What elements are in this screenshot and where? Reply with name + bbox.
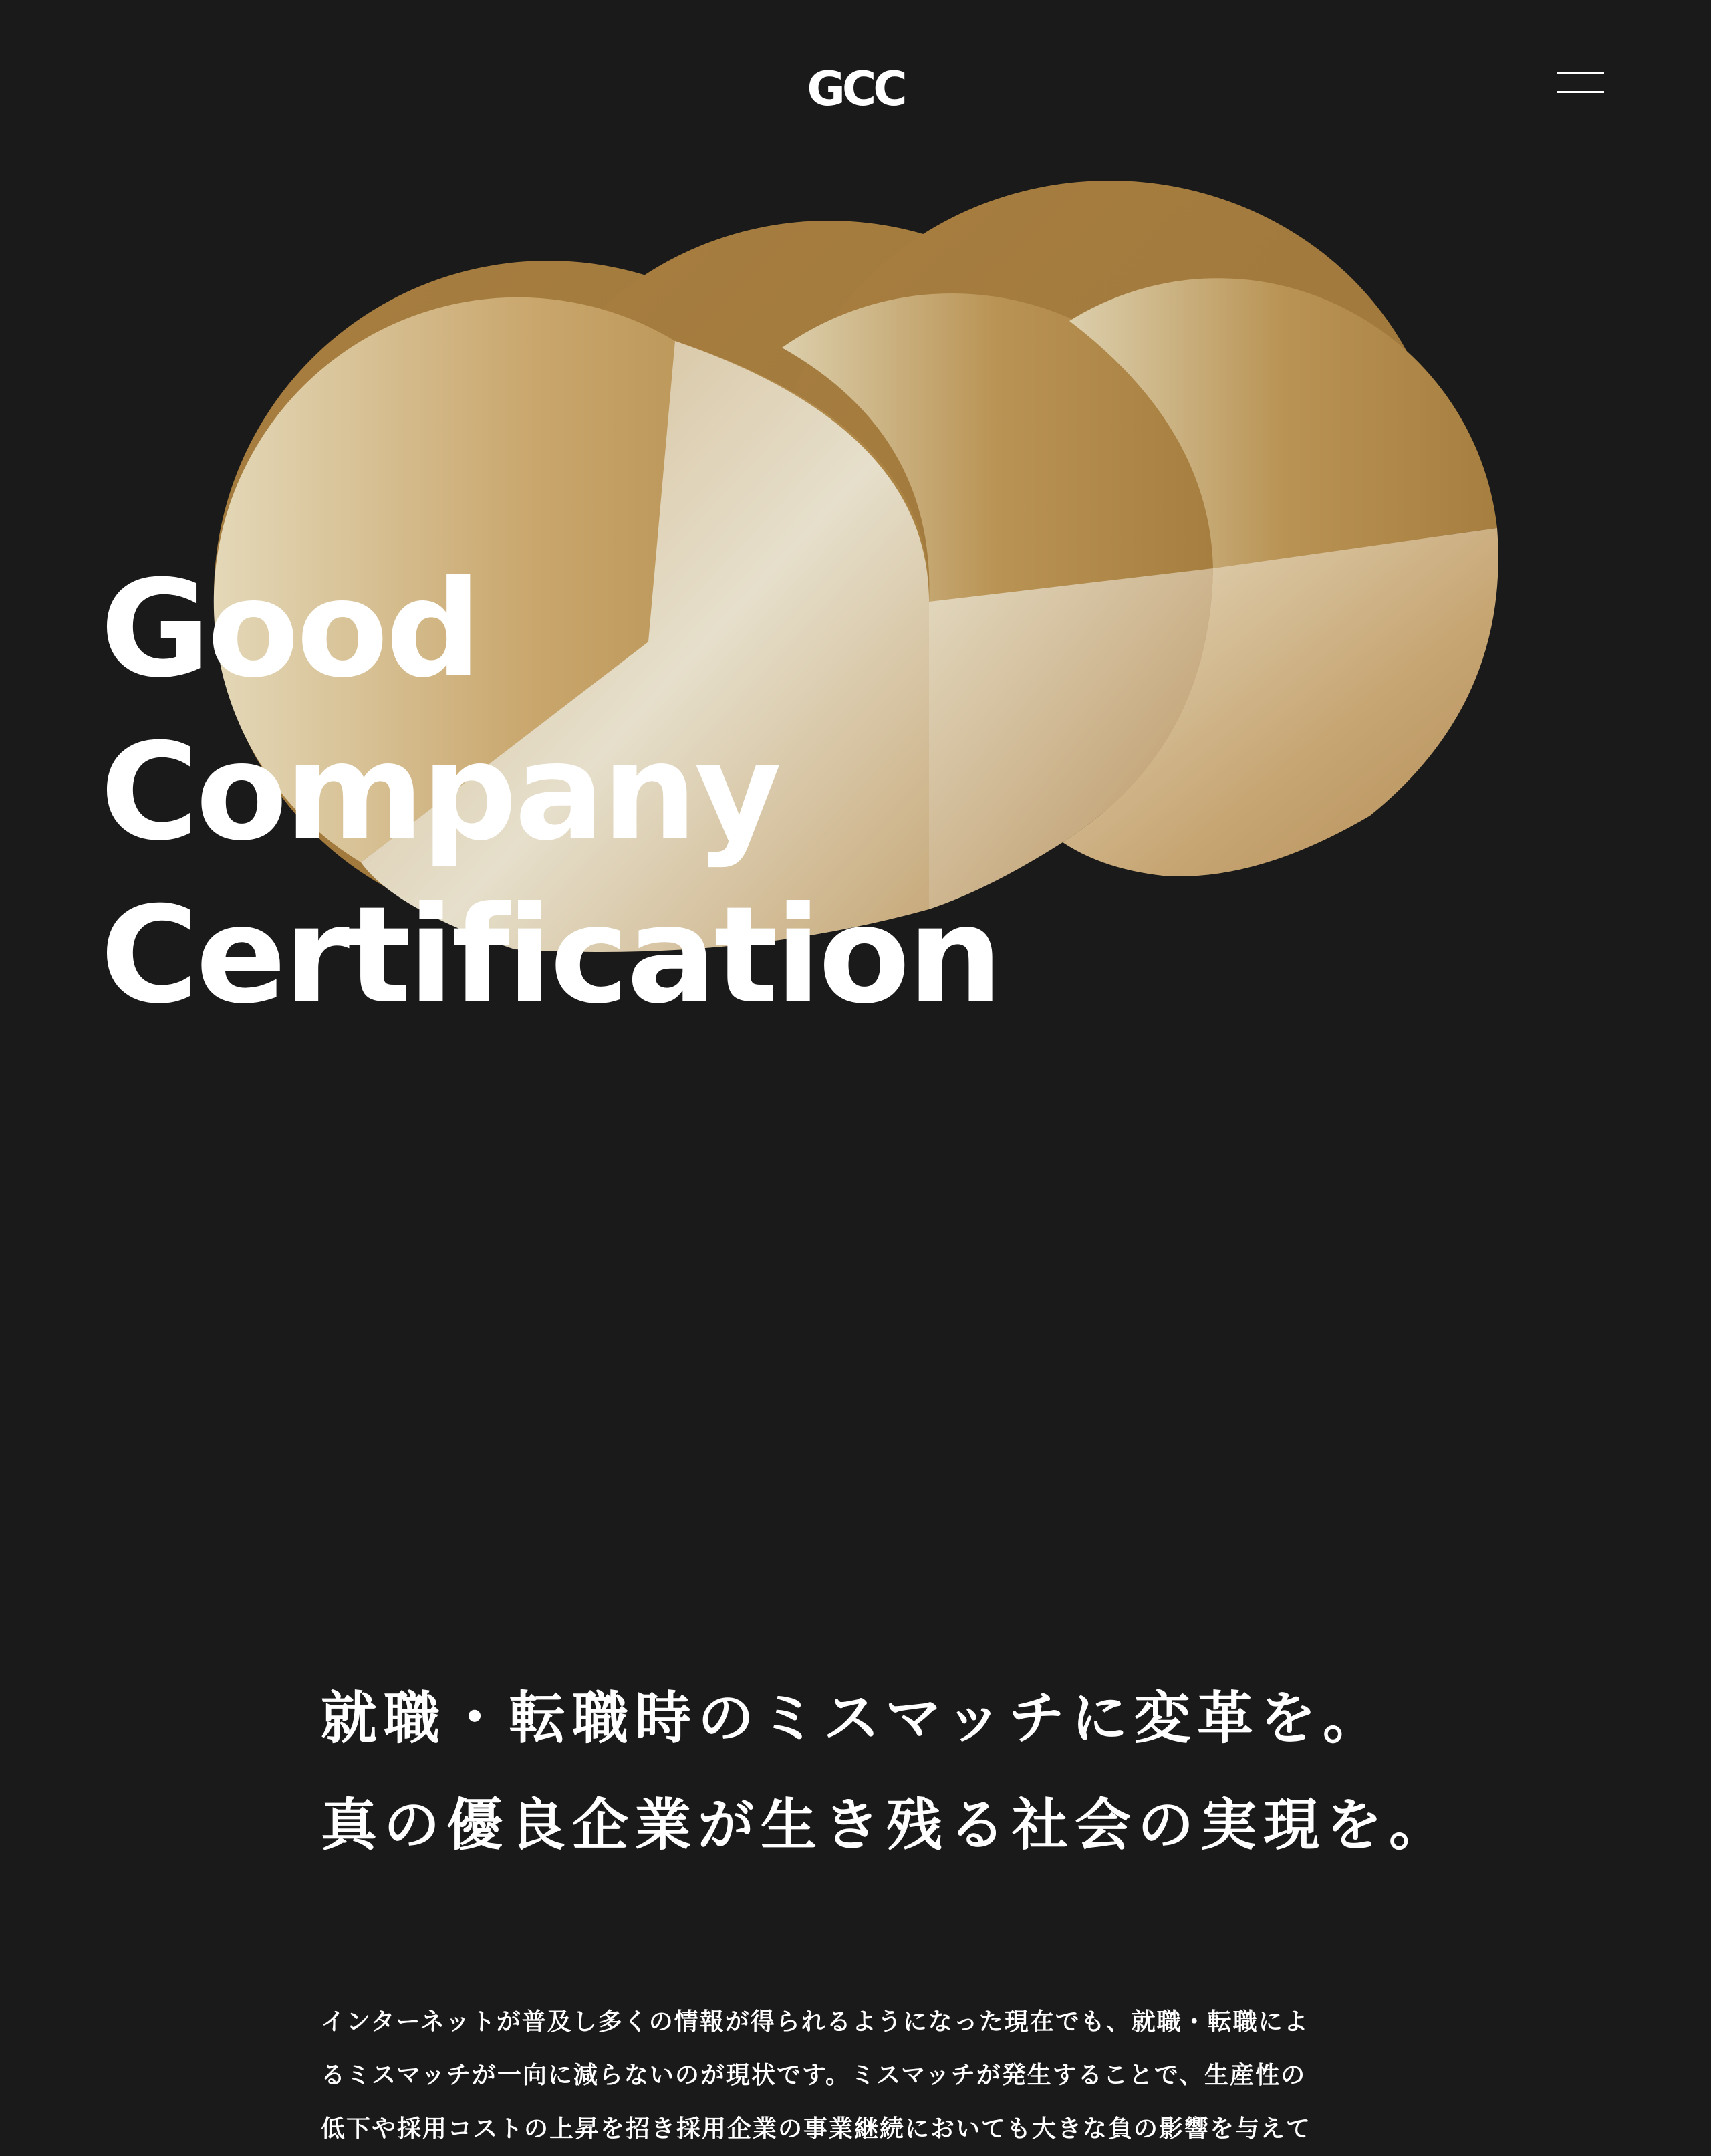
mission-statement	[321, 1665, 1452, 1879]
hero-title-line-1: Good	[100, 552, 479, 707]
mission-line-1: 就職・転職時のミスマッチに変革を。	[321, 1685, 1386, 1751]
intro-line-3: 低下や採用コストの上昇を招き採用企業の事業継続においても大きな負の影響を与えて	[321, 2115, 1312, 2143]
intro-line-1: インターネットが普及し多くの情報が得られるようになった現在でも、就職・転職によ	[321, 2008, 1309, 2036]
intro-line-2: るミスマッチが一向に減らないのが現状です。ミスマッチが発生することで、生産性の	[321, 2062, 1307, 2089]
mission-line-2: 真の優良企業が生き残る社会の実現を。	[321, 1792, 1452, 1858]
hero-title-line-3: Certification	[100, 878, 1001, 1034]
hero-title	[100, 548, 1000, 1038]
intro-paragraph	[321, 1996, 1404, 2156]
hero-title-line-2: Company	[100, 715, 779, 870]
site-logo[interactable]: GCC	[807, 62, 904, 116]
